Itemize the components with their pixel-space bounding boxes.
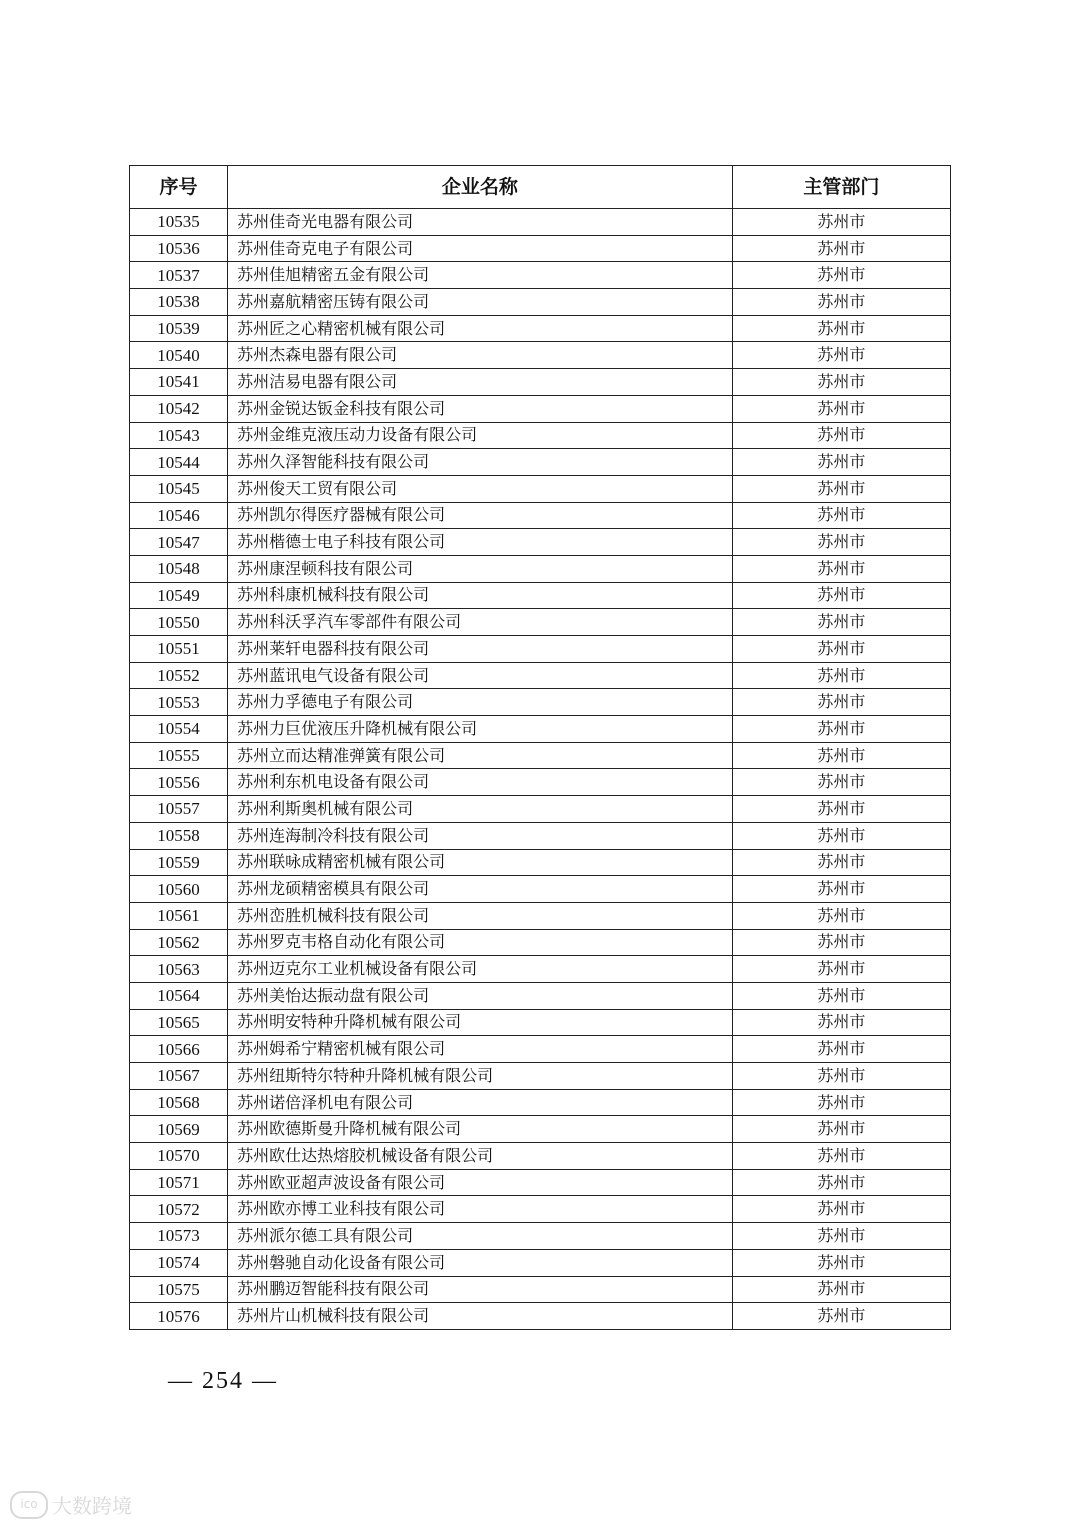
cell-company-name: 苏州康涅顿科技有限公司 [228, 555, 733, 582]
cell-company-name: 苏州金锐达钣金科技有限公司 [228, 395, 733, 422]
cell-department: 苏州市 [732, 342, 950, 369]
cell-department: 苏州市 [732, 1036, 950, 1063]
cell-company-name: 苏州欧亦博工业科技有限公司 [228, 1196, 733, 1223]
cell-serial-number: 10568 [130, 1089, 228, 1116]
cell-company-name: 苏州佳旭精密五金有限公司 [228, 262, 733, 289]
cell-company-name: 苏州蓝讯电气设备有限公司 [228, 662, 733, 689]
table-row [130, 636, 951, 663]
cell-serial-number: 10559 [130, 849, 228, 876]
watermark [10, 1490, 132, 1519]
cell-serial-number: 10549 [130, 582, 228, 609]
table-row [130, 1223, 951, 1250]
cell-serial-number: 10561 [130, 902, 228, 929]
header-row [130, 166, 951, 209]
cell-department: 苏州市 [732, 1116, 950, 1143]
table-row [130, 475, 951, 502]
cell-company-name: 苏州久泽智能科技有限公司 [228, 449, 733, 476]
cell-department: 苏州市 [732, 395, 950, 422]
table-row [130, 876, 951, 903]
cell-department: 苏州市 [732, 662, 950, 689]
cell-department: 苏州市 [732, 1196, 950, 1223]
cell-company-name: 苏州峦胜机械科技有限公司 [228, 902, 733, 929]
header-serial-number: 序号 [130, 166, 228, 209]
table-row [130, 449, 951, 476]
cell-serial-number: 10540 [130, 342, 228, 369]
table-row [130, 849, 951, 876]
cell-company-name: 苏州纽斯特尔特种升降机械有限公司 [228, 1063, 733, 1090]
cell-company-name: 苏州磐驰自动化设备有限公司 [228, 1249, 733, 1276]
table-row [130, 555, 951, 582]
enterprise-table [129, 165, 951, 1330]
cell-company-name: 苏州科沃孚汽车零部件有限公司 [228, 609, 733, 636]
table-header [130, 166, 951, 209]
table-body [130, 209, 951, 1330]
cell-serial-number: 10551 [130, 636, 228, 663]
table-row [130, 1303, 951, 1330]
cell-company-name: 苏州欧亚超声波设备有限公司 [228, 1169, 733, 1196]
cell-department: 苏州市 [732, 902, 950, 929]
cell-serial-number: 10552 [130, 662, 228, 689]
table-row [130, 369, 951, 396]
cell-company-name: 苏州美怡达振动盘有限公司 [228, 982, 733, 1009]
cell-serial-number: 10563 [130, 956, 228, 983]
cell-department: 苏州市 [732, 1143, 950, 1170]
cell-company-name: 苏州连海制冷科技有限公司 [228, 822, 733, 849]
cell-department: 苏州市 [732, 822, 950, 849]
table-row [130, 982, 951, 1009]
table-row [130, 262, 951, 289]
cell-department: 苏州市 [732, 609, 950, 636]
cell-serial-number: 10558 [130, 822, 228, 849]
cell-company-name: 苏州联咏成精密机械有限公司 [228, 849, 733, 876]
table-row [130, 902, 951, 929]
cell-serial-number: 10556 [130, 769, 228, 796]
cell-department: 苏州市 [732, 796, 950, 823]
cell-company-name: 苏州金维克液压动力设备有限公司 [228, 422, 733, 449]
cell-serial-number: 10554 [130, 716, 228, 743]
table-row [130, 289, 951, 316]
cell-department: 苏州市 [732, 262, 950, 289]
cell-company-name: 苏州明安特种升降机械有限公司 [228, 1009, 733, 1036]
cell-serial-number: 10576 [130, 1303, 228, 1330]
watermark-text: 大数跨境 [52, 1494, 132, 1518]
cell-company-name: 苏州罗克韦格自动化有限公司 [228, 929, 733, 956]
cell-department: 苏州市 [732, 742, 950, 769]
table-row [130, 235, 951, 262]
cell-department: 苏州市 [732, 1009, 950, 1036]
cell-department: 苏州市 [732, 502, 950, 529]
table-row [130, 796, 951, 823]
table-row [130, 529, 951, 556]
table-row [130, 1089, 951, 1116]
table-row [130, 395, 951, 422]
cell-department: 苏州市 [732, 1169, 950, 1196]
cell-department: 苏州市 [732, 1063, 950, 1090]
table-row [130, 742, 951, 769]
table-row [130, 929, 951, 956]
table-row [130, 422, 951, 449]
cell-serial-number: 10535 [130, 209, 228, 236]
cell-department: 苏州市 [732, 449, 950, 476]
cell-department: 苏州市 [732, 209, 950, 236]
cell-company-name: 苏州科康机械科技有限公司 [228, 582, 733, 609]
table-row [130, 769, 951, 796]
cell-department: 苏州市 [732, 555, 950, 582]
cell-company-name: 苏州欧德斯曼升降机械有限公司 [228, 1116, 733, 1143]
cell-serial-number: 10555 [130, 742, 228, 769]
cell-serial-number: 10564 [130, 982, 228, 1009]
table-row [130, 315, 951, 342]
table-row [130, 1196, 951, 1223]
cell-serial-number: 10574 [130, 1249, 228, 1276]
header-company-name: 企业名称 [228, 166, 733, 209]
cell-department: 苏州市 [732, 235, 950, 262]
table-row [130, 1249, 951, 1276]
cell-company-name: 苏州力巨优液压升降机械有限公司 [228, 716, 733, 743]
cell-department: 苏州市 [732, 956, 950, 983]
table-row [130, 1143, 951, 1170]
cell-serial-number: 10566 [130, 1036, 228, 1063]
header-department: 主管部门 [732, 166, 950, 209]
table-row [130, 956, 951, 983]
cell-company-name: 苏州佳奇光电器有限公司 [228, 209, 733, 236]
cell-company-name: 苏州洁易电器有限公司 [228, 369, 733, 396]
table-row [130, 1009, 951, 1036]
cell-serial-number: 10537 [130, 262, 228, 289]
cell-company-name: 苏州杰森电器有限公司 [228, 342, 733, 369]
table-row [130, 502, 951, 529]
cell-company-name: 苏州欧仕达热熔胶机械设备有限公司 [228, 1143, 733, 1170]
table-row [130, 1116, 951, 1143]
cell-serial-number: 10536 [130, 235, 228, 262]
cell-company-name: 苏州楷德士电子科技有限公司 [228, 529, 733, 556]
cell-company-name: 苏州俊天工贸有限公司 [228, 475, 733, 502]
cell-serial-number: 10571 [130, 1169, 228, 1196]
cell-company-name: 苏州鹏迈智能科技有限公司 [228, 1276, 733, 1303]
cell-department: 苏州市 [732, 289, 950, 316]
cell-company-name: 苏州诺倍泽机电有限公司 [228, 1089, 733, 1116]
table-row [130, 716, 951, 743]
cell-serial-number: 10553 [130, 689, 228, 716]
cell-serial-number: 10572 [130, 1196, 228, 1223]
cell-department: 苏州市 [732, 689, 950, 716]
cell-serial-number: 10565 [130, 1009, 228, 1036]
cell-department: 苏州市 [732, 369, 950, 396]
cell-company-name: 苏州佳奇克电子有限公司 [228, 235, 733, 262]
cell-company-name: 苏州派尔德工具有限公司 [228, 1223, 733, 1250]
cell-serial-number: 10567 [130, 1063, 228, 1090]
cell-company-name: 苏州片山机械科技有限公司 [228, 1303, 733, 1330]
cell-department: 苏州市 [732, 422, 950, 449]
cell-company-name: 苏州利东机电设备有限公司 [228, 769, 733, 796]
cell-company-name: 苏州莱轩电器科技有限公司 [228, 636, 733, 663]
table-row [130, 1169, 951, 1196]
cell-department: 苏州市 [732, 582, 950, 609]
cell-department: 苏州市 [732, 1223, 950, 1250]
cell-serial-number: 10560 [130, 876, 228, 903]
cell-department: 苏州市 [732, 1276, 950, 1303]
cell-department: 苏州市 [732, 716, 950, 743]
cell-serial-number: 10557 [130, 796, 228, 823]
table-row [130, 1063, 951, 1090]
table-row [130, 689, 951, 716]
page-number: — 254 — [168, 1368, 278, 1394]
cell-department: 苏州市 [732, 475, 950, 502]
cell-serial-number: 10573 [130, 1223, 228, 1250]
cell-serial-number: 10544 [130, 449, 228, 476]
cell-serial-number: 10562 [130, 929, 228, 956]
cell-serial-number: 10541 [130, 369, 228, 396]
cell-serial-number: 10548 [130, 555, 228, 582]
cell-company-name: 苏州迈克尔工业机械设备有限公司 [228, 956, 733, 983]
cell-serial-number: 10575 [130, 1276, 228, 1303]
table-row [130, 1276, 951, 1303]
cell-department: 苏州市 [732, 529, 950, 556]
table-row [130, 662, 951, 689]
cell-serial-number: 10570 [130, 1143, 228, 1170]
cell-company-name: 苏州姆希宁精密机械有限公司 [228, 1036, 733, 1063]
table-row [130, 822, 951, 849]
table-row [130, 209, 951, 236]
cell-company-name: 苏州力孚德电子有限公司 [228, 689, 733, 716]
cell-department: 苏州市 [732, 636, 950, 663]
cell-company-name: 苏州利斯奥机械有限公司 [228, 796, 733, 823]
cell-serial-number: 10550 [130, 609, 228, 636]
watermark-logo-icon: ico [10, 1491, 48, 1519]
cell-department: 苏州市 [732, 1249, 950, 1276]
cell-serial-number: 10542 [130, 395, 228, 422]
cell-company-name: 苏州龙硕精密模具有限公司 [228, 876, 733, 903]
cell-serial-number: 10545 [130, 475, 228, 502]
cell-company-name: 苏州嘉航精密压铸有限公司 [228, 289, 733, 316]
cell-department: 苏州市 [732, 876, 950, 903]
cell-department: 苏州市 [732, 769, 950, 796]
cell-company-name: 苏州匠之心精密机械有限公司 [228, 315, 733, 342]
cell-company-name: 苏州立而达精准弹簧有限公司 [228, 742, 733, 769]
cell-department: 苏州市 [732, 849, 950, 876]
cell-department: 苏州市 [732, 929, 950, 956]
cell-department: 苏州市 [732, 982, 950, 1009]
cell-serial-number: 10546 [130, 502, 228, 529]
cell-company-name: 苏州凯尔得医疗器械有限公司 [228, 502, 733, 529]
table-row [130, 609, 951, 636]
cell-serial-number: 10538 [130, 289, 228, 316]
cell-serial-number: 10547 [130, 529, 228, 556]
cell-department: 苏州市 [732, 1089, 950, 1116]
cell-serial-number: 10569 [130, 1116, 228, 1143]
table-row [130, 582, 951, 609]
cell-department: 苏州市 [732, 1303, 950, 1330]
table-row [130, 342, 951, 369]
cell-department: 苏州市 [732, 315, 950, 342]
table-row [130, 1036, 951, 1063]
cell-serial-number: 10543 [130, 422, 228, 449]
cell-serial-number: 10539 [130, 315, 228, 342]
